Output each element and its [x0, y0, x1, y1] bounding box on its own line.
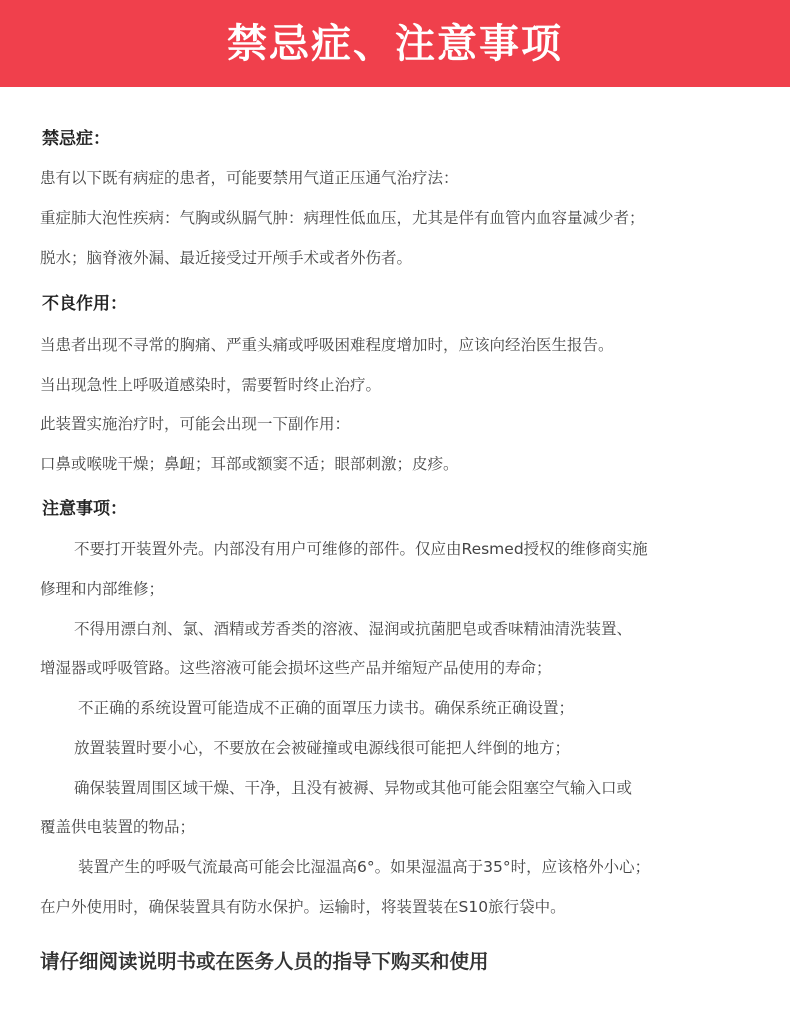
- adverse-effects-line: 当出现急性上呼吸道感染时，需要暂时终止治疗。: [40, 376, 382, 394]
- adverse-effects-heading: 不良作用：: [42, 294, 127, 314]
- contraindications-line: 脱水；脑脊液外漏、最近接受过开颅手术或者外伤者。: [40, 249, 413, 267]
- precautions-line: 不得用漂白剂、氯、酒精或芳香类的溶液、湿润或抗菌肥皂或香味精油清洗装置、: [74, 620, 633, 638]
- precautions-heading: 注意事项：: [42, 499, 127, 519]
- precautions-line: 在户外使用时，确保装置具有防水保护。运输时，将装置装在S10旅行袋中。: [40, 898, 566, 916]
- precautions-line: 放置装置时要小心，不要放在会被碰撞或电源线很可能把人绊倒的地方；: [74, 739, 571, 757]
- precautions-line: 增湿器或呼吸管路。这些溶液可能会损坏这些产品并缩短产品使用的寿命；: [40, 659, 552, 677]
- precautions-line: 不正确的系统设置可能造成不正确的面罩压力读书。确保系统正确设置；: [78, 699, 575, 717]
- precautions-line: 不要打开装置外壳。内部没有用户可维修的部件。仅应由Resmed授权的维修商实施: [74, 540, 648, 558]
- adverse-effects-line: 此装置实施治疗时，可能会出现一下副作用：: [40, 415, 351, 433]
- contraindications-line: 患有以下既有病症的患者，可能要禁用气道正压通气治疗法：: [40, 169, 459, 187]
- footer-note: 请仔细阅读说明书或在医务人员的指导下购买和使用: [40, 950, 489, 973]
- contraindications-heading: 禁忌症：: [42, 129, 110, 149]
- adverse-effects-line: 口鼻或喉咙干燥；鼻衄；耳部或额窦不适；眼部刺激；皮疹。: [40, 455, 459, 473]
- page-title: 禁忌症、注意事项: [227, 21, 563, 67]
- precautions-line: 确保装置周围区域干燥、干净，且没有被褥、异物或其他可能会阻塞空气输入口或: [74, 779, 633, 797]
- adverse-effects-line: 当患者出现不寻常的胸痛、严重头痛或呼吸困难程度增加时，应该向经治医生报告。: [40, 336, 614, 354]
- precautions-line: 修理和内部维修；: [40, 580, 165, 598]
- contraindications-line: 重症肺大泡性疾病：气胸或纵膈气肿：病理性低血压，尤其是伴有血管内血容量减少者；: [40, 209, 645, 227]
- title-banner: [0, 0, 790, 87]
- precautions-line: 覆盖供电装置的物品；: [40, 818, 196, 836]
- precautions-line: 装置产生的呼吸气流最高可能会比湿温高6°。如果湿温高于35°时，应该格外小心；: [78, 858, 651, 876]
